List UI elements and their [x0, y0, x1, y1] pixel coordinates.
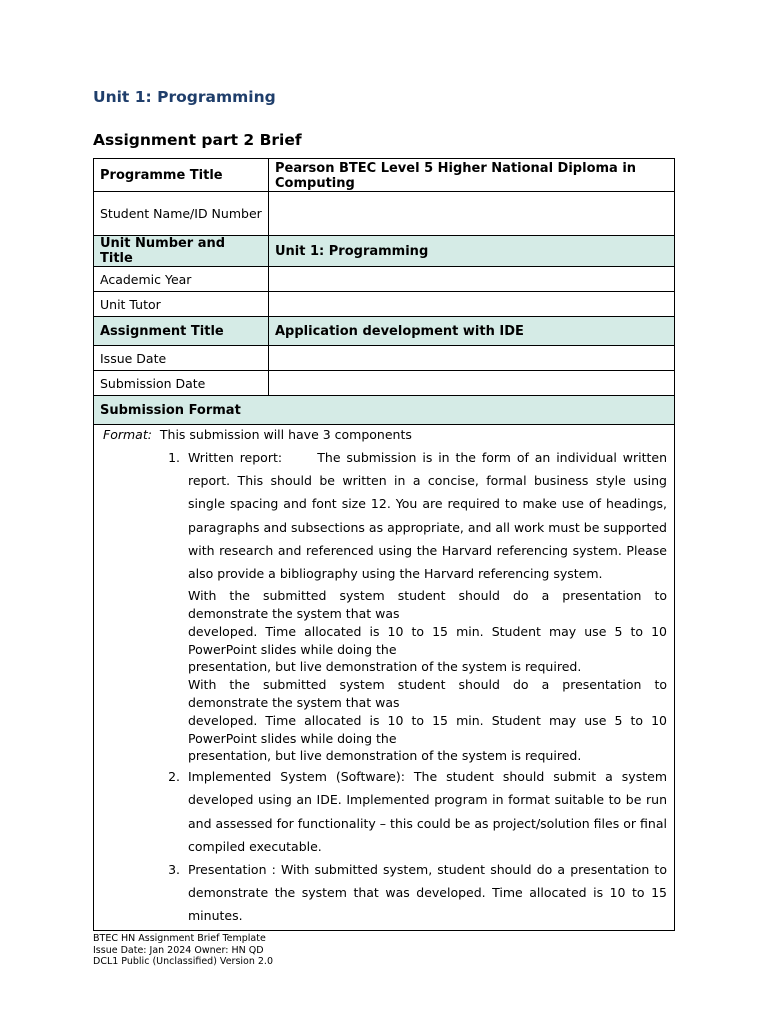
presentation-note-1a: With the submitted system student should do a presentation to demonstrate the system that was [188, 588, 667, 622]
component-implemented-system [184, 765, 667, 858]
submission-date-row [94, 371, 675, 396]
assignment-title-row [94, 317, 675, 346]
component-written-report [184, 446, 667, 765]
unit-number-row [94, 236, 675, 267]
component-presentation-text: Presentation : With submitted system, student should do a presentation to demonstrate the system that was developed. Time allocated is 10 to 15 minutes. [188, 862, 667, 924]
academic-year-label: Academic Year [94, 267, 269, 292]
issue-date-value[interactable] [269, 346, 675, 371]
submission-date-label: Submission Date [94, 371, 269, 396]
programme-title-label: Programme Title [94, 159, 269, 192]
assignment-brief-heading: Assignment part 2 Brief [93, 131, 302, 149]
programme-title-value: Pearson BTEC Level 5 Higher National Diploma in Computing [269, 159, 675, 192]
presentation-note-1b: developed. Time allocated is 10 to 15 min. Student may use 5 to 10 PowerPoint slides while doing the [188, 623, 667, 657]
footer-classification-version: DCL1 Public (Unclassified) Version 2.0 [93, 956, 273, 967]
programme-title-row [94, 159, 675, 192]
presentation-note-1c: presentation, but live demonstration of the system is required. [188, 659, 582, 675]
footer-template-name: BTEC HN Assignment Brief Template [93, 933, 266, 944]
unit-number-label: Unit Number and Title [94, 236, 269, 267]
academic-year-value[interactable] [269, 267, 675, 292]
unit-heading: Unit 1: Programming [93, 88, 276, 106]
student-name-row [94, 192, 675, 236]
format-intro-text: This submission will have 3 components [159, 427, 412, 442]
footer-issue-owner: Issue Date: Jan 2024 Owner: HN QD [93, 944, 264, 956]
page-footer [93, 933, 273, 968]
student-name-value[interactable] [269, 192, 675, 236]
presentation-note-block [188, 587, 667, 765]
submission-format-body-row [94, 425, 675, 931]
component-implemented-system-text: Implemented System (Software): The student should submit a system developed using an IDE. Implemented program in format suitable to be run and assessed for functionality – this could be as project/solution files or final compiled executable. [188, 769, 667, 854]
presentation-note-2c: presentation, but live demonstration of the system is required. [188, 748, 582, 764]
components-list [103, 446, 667, 928]
issue-date-row [94, 346, 675, 371]
submission-format-body [94, 425, 675, 931]
unit-tutor-row [94, 292, 675, 317]
format-intro-label: Format: [103, 427, 152, 442]
presentation-note-2a: With the submitted system student should do a presentation to demonstrate the system that was [188, 677, 667, 710]
student-name-label: Student Name/ID Number [94, 192, 269, 236]
presentation-note-2b: developed. Time allocated is 10 to 15 min. Student may use 5 to 10 PowerPoint slides while doing the [188, 712, 667, 746]
component-written-report-text: Written report: The submission is in the form of an individual written report. This should be written in a concise, formal business style using single spacing and font size 12. You are required to make use of headings, paragraphs and subsections as appropriate, and all work must be supported with research and referenced using the Harvard referencing system. Please also provide a bibliography using the Harvard referencing system. [188, 450, 667, 582]
component-presentation [184, 858, 667, 928]
submission-date-value[interactable] [269, 371, 675, 396]
assignment-title-value: Application development with IDE [269, 317, 675, 346]
assignment-brief-table [93, 158, 675, 931]
format-intro [103, 427, 667, 443]
academic-year-row [94, 267, 675, 292]
assignment-title-label: Assignment Title [94, 317, 269, 346]
unit-number-value: Unit 1: Programming [269, 236, 675, 267]
submission-format-row [94, 396, 675, 425]
unit-tutor-label: Unit Tutor [94, 292, 269, 317]
issue-date-label: Issue Date [94, 346, 269, 371]
submission-format-label: Submission Format [94, 396, 675, 425]
unit-tutor-value[interactable] [269, 292, 675, 317]
